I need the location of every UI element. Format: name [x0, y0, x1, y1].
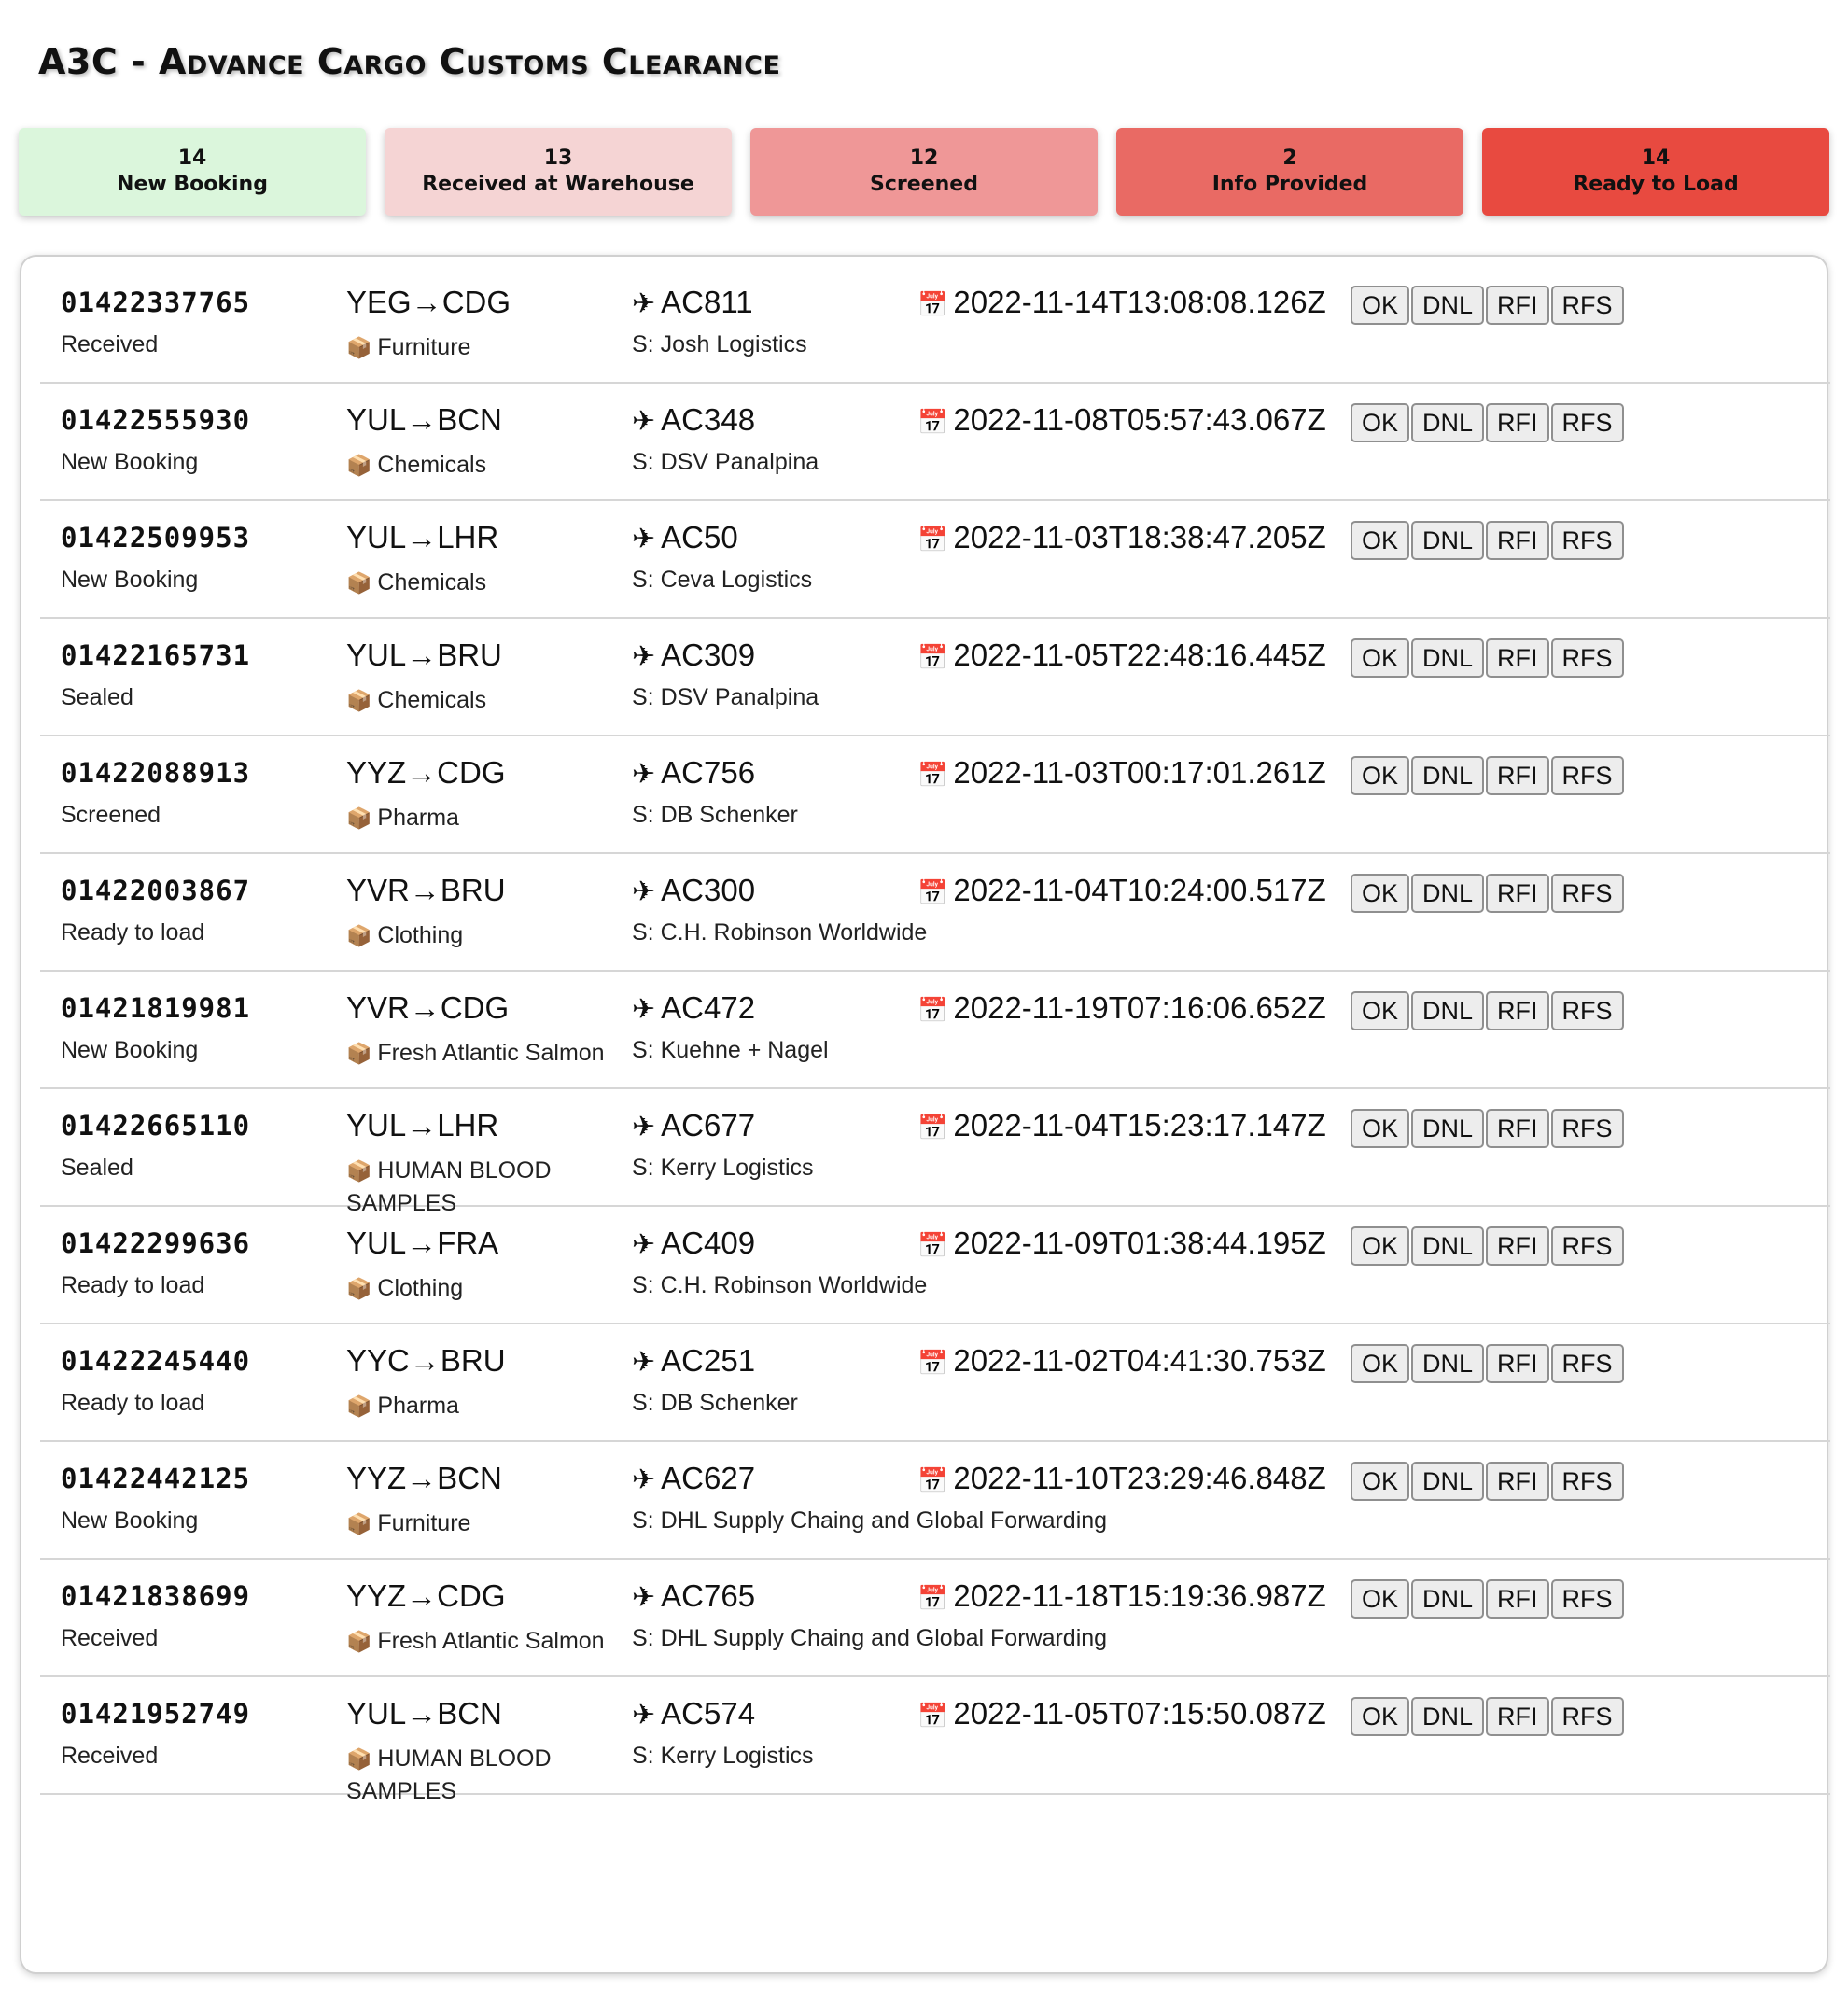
date-value: 2022-11-10T23:29:46.848Z [953, 1461, 1326, 1495]
awb-number: 01422509953 [61, 522, 251, 554]
airplane-icon: ✈ [632, 1700, 656, 1731]
date-value: 2022-11-03T00:17:01.261Z [953, 755, 1326, 790]
shipment-row[interactable] [40, 1560, 1830, 1677]
dnl-button[interactable]: DNL [1411, 638, 1484, 678]
date-value: 2022-11-19T07:16:06.652Z [953, 990, 1326, 1025]
commodity [346, 802, 626, 834]
rfs-button[interactable]: RFS [1551, 874, 1624, 913]
shipper: S: Kerry Logistics [632, 1743, 814, 1769]
shipper: S: DSV Panalpina [632, 449, 819, 475]
shipment-row[interactable] [40, 619, 1830, 736]
dnl-button[interactable]: DNL [1411, 874, 1484, 913]
shipment-status: Ready to load [61, 919, 205, 946]
status-tile-ready-to-load[interactable] [1482, 128, 1829, 216]
shipment-status: Ready to load [61, 1390, 205, 1416]
status-tile-screened[interactable] [750, 128, 1098, 216]
ok-button[interactable]: OK [1351, 1226, 1409, 1266]
shipment-row[interactable] [40, 1324, 1830, 1442]
package-icon: 📦 [346, 454, 372, 477]
date-value: 2022-11-05T07:15:50.087Z [953, 1696, 1326, 1731]
commodity-label: HUMAN BLOOD SAMPLES [346, 1157, 552, 1216]
commodity [346, 331, 626, 364]
action-buttons [1351, 521, 1624, 560]
rfi-button[interactable]: RFI [1486, 1226, 1549, 1266]
rfs-button[interactable]: RFS [1551, 403, 1624, 442]
calendar-icon: 📅 [917, 761, 948, 789]
shipper: S: C.H. Robinson Worldwide [632, 1272, 928, 1298]
commodity [346, 567, 626, 599]
flight-number: AC574 [661, 1696, 756, 1731]
rfs-button[interactable]: RFS [1551, 756, 1624, 795]
commodity [346, 1743, 626, 1807]
ok-button[interactable]: OK [1351, 403, 1409, 442]
flight [632, 285, 753, 320]
status-tile-info-provided[interactable] [1116, 128, 1463, 216]
shipment-status: Received [61, 1743, 159, 1769]
action-buttons [1351, 1462, 1624, 1501]
awb-number: 01422299636 [61, 1227, 251, 1259]
dnl-button[interactable]: DNL [1411, 1344, 1484, 1383]
shipment-status: Ready to load [61, 1272, 205, 1298]
action-buttons [1351, 638, 1624, 678]
airplane-icon: ✈ [632, 1582, 656, 1613]
rfs-button[interactable]: RFS [1551, 1697, 1624, 1736]
package-icon: 📦 [346, 689, 372, 712]
airplane-icon: ✈ [632, 641, 656, 672]
calendar-icon: 📅 [917, 1231, 948, 1259]
rfi-button[interactable]: RFI [1486, 1344, 1549, 1383]
ok-button[interactable]: OK [1351, 1109, 1409, 1148]
package-icon: 📦 [346, 1159, 372, 1183]
package-icon: 📦 [346, 806, 372, 830]
airplane-icon: ✈ [632, 876, 656, 907]
status-summary-bar [19, 128, 1829, 216]
rfi-button[interactable]: RFI [1486, 874, 1549, 913]
ok-button[interactable]: OK [1351, 1579, 1409, 1619]
flight [632, 402, 755, 438]
commodity-label: Furniture [377, 1510, 471, 1536]
commodity [346, 449, 626, 482]
rfi-button[interactable]: RFI [1486, 638, 1549, 678]
package-icon: 📦 [346, 1277, 372, 1300]
flight [632, 520, 738, 555]
flight-number: AC409 [661, 1226, 756, 1260]
flight-number: AC300 [661, 873, 756, 907]
calendar-icon: 📅 [917, 526, 948, 554]
status-label: New Booking [117, 173, 268, 196]
flight [632, 755, 755, 791]
shipment-row[interactable] [40, 1442, 1830, 1560]
shipment-status: Sealed [61, 1155, 133, 1181]
status-count: 14 [1641, 147, 1671, 170]
flight-number: AC251 [661, 1343, 756, 1378]
rfi-button[interactable]: RFI [1486, 991, 1549, 1030]
rfs-button[interactable]: RFS [1551, 1462, 1624, 1501]
shipper: S: Ceva Logistics [632, 567, 813, 593]
status-count: 2 [1282, 147, 1297, 170]
dnl-button[interactable]: DNL [1411, 1462, 1484, 1501]
rfi-button[interactable]: RFI [1486, 403, 1549, 442]
route: YYZ→BCN [346, 1461, 502, 1495]
commodity-label: HUMAN BLOOD SAMPLES [346, 1745, 552, 1804]
commodity-label: Furniture [377, 334, 471, 360]
page-title: A3C - Advance Cargo Customs Clearance [38, 41, 781, 82]
departure-date [917, 1226, 1326, 1261]
shipment-list-panel [20, 255, 1828, 1974]
rfi-button[interactable]: RFI [1486, 1697, 1549, 1736]
departure-date [917, 638, 1326, 673]
rfs-button[interactable]: RFS [1551, 1579, 1624, 1619]
action-buttons [1351, 1579, 1624, 1619]
ok-button[interactable]: OK [1351, 1697, 1409, 1736]
awb-number: 01422165731 [61, 639, 251, 671]
shipment-status: Screened [61, 802, 161, 828]
calendar-icon: 📅 [917, 1584, 948, 1612]
commodity [346, 1037, 626, 1070]
flight [632, 990, 755, 1026]
date-value: 2022-11-09T01:38:44.195Z [953, 1226, 1326, 1260]
awb-number: 01421838699 [61, 1580, 251, 1612]
calendar-icon: 📅 [917, 643, 948, 671]
shipment-row[interactable] [40, 854, 1830, 972]
flight-number: AC811 [661, 285, 753, 319]
route: YUL→BRU [346, 638, 502, 672]
airplane-icon: ✈ [632, 288, 656, 319]
ok-button[interactable]: OK [1351, 756, 1409, 795]
awb-number: 01422555930 [61, 404, 251, 436]
ok-button[interactable]: OK [1351, 286, 1409, 325]
awb-number: 01422665110 [61, 1110, 251, 1142]
status-label: Received at Warehouse [422, 173, 694, 196]
route: YEG→CDG [346, 285, 511, 319]
dnl-button[interactable]: DNL [1411, 286, 1484, 325]
calendar-icon: 📅 [917, 408, 948, 436]
shipment-row[interactable] [40, 736, 1830, 854]
status-count: 13 [543, 147, 573, 170]
flight [632, 1696, 755, 1731]
commodity-label: Clothing [377, 1275, 464, 1301]
rfs-button[interactable]: RFS [1551, 1226, 1624, 1266]
calendar-icon: 📅 [917, 878, 948, 906]
dnl-button[interactable]: DNL [1411, 991, 1484, 1030]
rfi-button[interactable]: RFI [1486, 756, 1549, 795]
ok-button[interactable]: OK [1351, 1462, 1409, 1501]
rfi-button[interactable]: RFI [1486, 1462, 1549, 1501]
flight-number: AC677 [661, 1108, 756, 1142]
calendar-icon: 📅 [917, 996, 948, 1024]
commodity [346, 1625, 626, 1658]
awb-number: 01422088913 [61, 757, 251, 789]
ok-button[interactable]: OK [1351, 991, 1409, 1030]
commodity-label: Chemicals [377, 569, 487, 596]
action-buttons [1351, 756, 1624, 795]
flight-number: AC756 [661, 755, 756, 790]
airplane-icon: ✈ [632, 1112, 656, 1142]
status-label: Info Provided [1211, 173, 1368, 196]
calendar-icon: 📅 [917, 290, 948, 318]
commodity-label: Pharma [377, 805, 459, 831]
shipper: S: Kuehne + Nagel [632, 1037, 829, 1063]
calendar-icon: 📅 [917, 1349, 948, 1377]
rfs-button[interactable]: RFS [1551, 286, 1624, 325]
date-value: 2022-11-18T15:19:36.987Z [953, 1578, 1326, 1613]
shipment-status: New Booking [61, 567, 199, 593]
shipment-status: Sealed [61, 684, 133, 710]
departure-date [917, 1461, 1326, 1496]
package-icon: 📦 [346, 1747, 372, 1771]
commodity-label: Fresh Atlantic Salmon [377, 1628, 605, 1654]
departure-date [917, 520, 1326, 555]
awb-number: 01422442125 [61, 1463, 251, 1494]
departure-date [917, 990, 1326, 1026]
status-label: Screened [870, 173, 978, 196]
airplane-icon: ✈ [632, 1229, 656, 1260]
flight [632, 873, 755, 908]
awb-number: 01421952749 [61, 1698, 251, 1730]
ok-button[interactable]: OK [1351, 1344, 1409, 1383]
route: YUL→LHR [346, 520, 499, 554]
shipment-status: New Booking [61, 1507, 199, 1534]
status-tile-new-booking[interactable] [19, 128, 366, 216]
route: YVR→CDG [346, 990, 510, 1025]
package-icon: 📦 [346, 1042, 372, 1065]
flight [632, 638, 755, 673]
shipper: S: DB Schenker [632, 802, 798, 828]
departure-date [917, 285, 1326, 320]
departure-date [917, 755, 1326, 791]
airplane-icon: ✈ [632, 1347, 656, 1378]
shipment-row[interactable] [40, 384, 1830, 501]
route: YUL→BCN [346, 402, 502, 437]
dnl-button[interactable]: DNL [1411, 521, 1484, 560]
action-buttons [1351, 286, 1624, 325]
route: YYZ→CDG [346, 1578, 506, 1613]
departure-date [917, 1578, 1326, 1614]
rfi-button[interactable]: RFI [1486, 1579, 1549, 1619]
flight [632, 1461, 755, 1496]
dnl-button[interactable]: DNL [1411, 756, 1484, 795]
shipper: S: Josh Logistics [632, 331, 807, 357]
dnl-button[interactable]: DNL [1411, 1579, 1484, 1619]
flight-number: AC50 [661, 520, 738, 554]
awb-number: 01422245440 [61, 1345, 251, 1377]
route: YVR→BRU [346, 873, 506, 907]
calendar-icon: 📅 [917, 1466, 948, 1494]
ok-button[interactable]: OK [1351, 874, 1409, 913]
airplane-icon: ✈ [632, 759, 656, 790]
route: YUL→FRA [346, 1226, 499, 1260]
action-buttons [1351, 991, 1624, 1030]
airplane-icon: ✈ [632, 524, 656, 554]
commodity-label: Clothing [377, 922, 464, 948]
route: YYC→BRU [346, 1343, 506, 1378]
departure-date [917, 1108, 1326, 1143]
date-value: 2022-11-08T05:57:43.067Z [953, 402, 1326, 437]
departure-date [917, 402, 1326, 438]
airplane-icon: ✈ [632, 994, 656, 1025]
flight-number: AC472 [661, 990, 756, 1025]
action-buttons [1351, 1697, 1624, 1736]
awb-number: 01422337765 [61, 287, 251, 318]
flight-number: AC348 [661, 402, 756, 437]
status-count: 12 [909, 147, 939, 170]
commodity-label: Pharma [377, 1393, 459, 1419]
status-label: Ready to Load [1573, 173, 1739, 196]
date-value: 2022-11-03T18:38:47.205Z [953, 520, 1326, 554]
commodity [346, 1272, 626, 1305]
shipment-status: New Booking [61, 1037, 199, 1063]
action-buttons [1351, 1109, 1624, 1148]
date-value: 2022-11-04T15:23:17.147Z [953, 1108, 1326, 1142]
flight-number: AC765 [661, 1578, 756, 1613]
package-icon: 📦 [346, 1512, 372, 1535]
shipper: S: DHL Supply Chaing and Global Forwarding [632, 1507, 1108, 1534]
shipper: S: DHL Supply Chaing and Global Forwarding [632, 1625, 1108, 1651]
package-icon: 📦 [346, 924, 372, 947]
commodity [346, 919, 626, 952]
shipment-row[interactable] [40, 1089, 1830, 1216]
commodity-label: Fresh Atlantic Salmon [377, 1040, 605, 1066]
rfs-button[interactable]: RFS [1551, 521, 1624, 560]
dnl-button[interactable]: DNL [1411, 1697, 1484, 1736]
rfs-button[interactable]: RFS [1551, 638, 1624, 678]
package-icon: 📦 [346, 1630, 372, 1653]
airplane-icon: ✈ [632, 406, 656, 437]
route: YUL→BCN [346, 1696, 502, 1731]
shipment-row[interactable] [40, 501, 1830, 619]
shipper: S: DB Schenker [632, 1390, 798, 1416]
shipper: S: C.H. Robinson Worldwide [632, 919, 928, 946]
departure-date [917, 1343, 1326, 1379]
package-icon: 📦 [346, 571, 372, 595]
flight-number: AC627 [661, 1461, 756, 1495]
shipment-row[interactable] [40, 1677, 1830, 1804]
awb-number: 01422003867 [61, 875, 251, 906]
shipper: S: Kerry Logistics [632, 1155, 814, 1181]
commodity [346, 1507, 626, 1540]
shipment-row[interactable] [40, 1207, 1830, 1324]
shipment-list [40, 266, 1830, 1804]
dnl-button[interactable]: DNL [1411, 1226, 1484, 1266]
route: YYZ→CDG [346, 755, 506, 790]
shipment-status: Received [61, 1625, 159, 1651]
flight-number: AC309 [661, 638, 756, 672]
departure-date [917, 1696, 1326, 1731]
commodity [346, 684, 626, 717]
commodity-label: Chemicals [377, 687, 487, 713]
action-buttons [1351, 1226, 1624, 1266]
shipment-row[interactable] [40, 266, 1830, 384]
rfs-button[interactable]: RFS [1551, 991, 1624, 1030]
shipment-status: Received [61, 331, 159, 357]
flight [632, 1108, 755, 1143]
shipment-status: New Booking [61, 449, 199, 475]
status-count: 14 [177, 147, 207, 170]
action-buttons [1351, 874, 1624, 913]
package-icon: 📦 [346, 336, 372, 359]
date-value: 2022-11-14T13:08:08.126Z [953, 285, 1326, 319]
commodity-label: Chemicals [377, 452, 487, 478]
rfi-button[interactable]: RFI [1486, 286, 1549, 325]
rfs-button[interactable]: RFS [1551, 1344, 1624, 1383]
flight [632, 1578, 755, 1614]
commodity [346, 1390, 626, 1422]
calendar-icon: 📅 [917, 1114, 948, 1142]
shipment-row[interactable] [40, 972, 1830, 1089]
rfi-button[interactable]: RFI [1486, 1109, 1549, 1148]
dnl-button[interactable]: DNL [1411, 1109, 1484, 1148]
airplane-icon: ✈ [632, 1464, 656, 1495]
package-icon: 📦 [346, 1394, 372, 1418]
status-tile-received-at-warehouse[interactable] [385, 128, 732, 216]
shipper: S: DSV Panalpina [632, 684, 819, 710]
route: YUL→LHR [346, 1108, 499, 1142]
flight [632, 1343, 755, 1379]
date-value: 2022-11-04T10:24:00.517Z [953, 873, 1326, 907]
awb-number: 01421819981 [61, 992, 251, 1024]
date-value: 2022-11-05T22:48:16.445Z [953, 638, 1326, 672]
rfi-button[interactable]: RFI [1486, 521, 1549, 560]
date-value: 2022-11-02T04:41:30.753Z [953, 1343, 1326, 1378]
action-buttons [1351, 403, 1624, 442]
ok-button[interactable]: OK [1351, 521, 1409, 560]
ok-button[interactable]: OK [1351, 638, 1409, 678]
calendar-icon: 📅 [917, 1702, 948, 1730]
flight [632, 1226, 755, 1261]
rfs-button[interactable]: RFS [1551, 1109, 1624, 1148]
action-buttons [1351, 1344, 1624, 1383]
departure-date [917, 873, 1326, 908]
dnl-button[interactable]: DNL [1411, 403, 1484, 442]
